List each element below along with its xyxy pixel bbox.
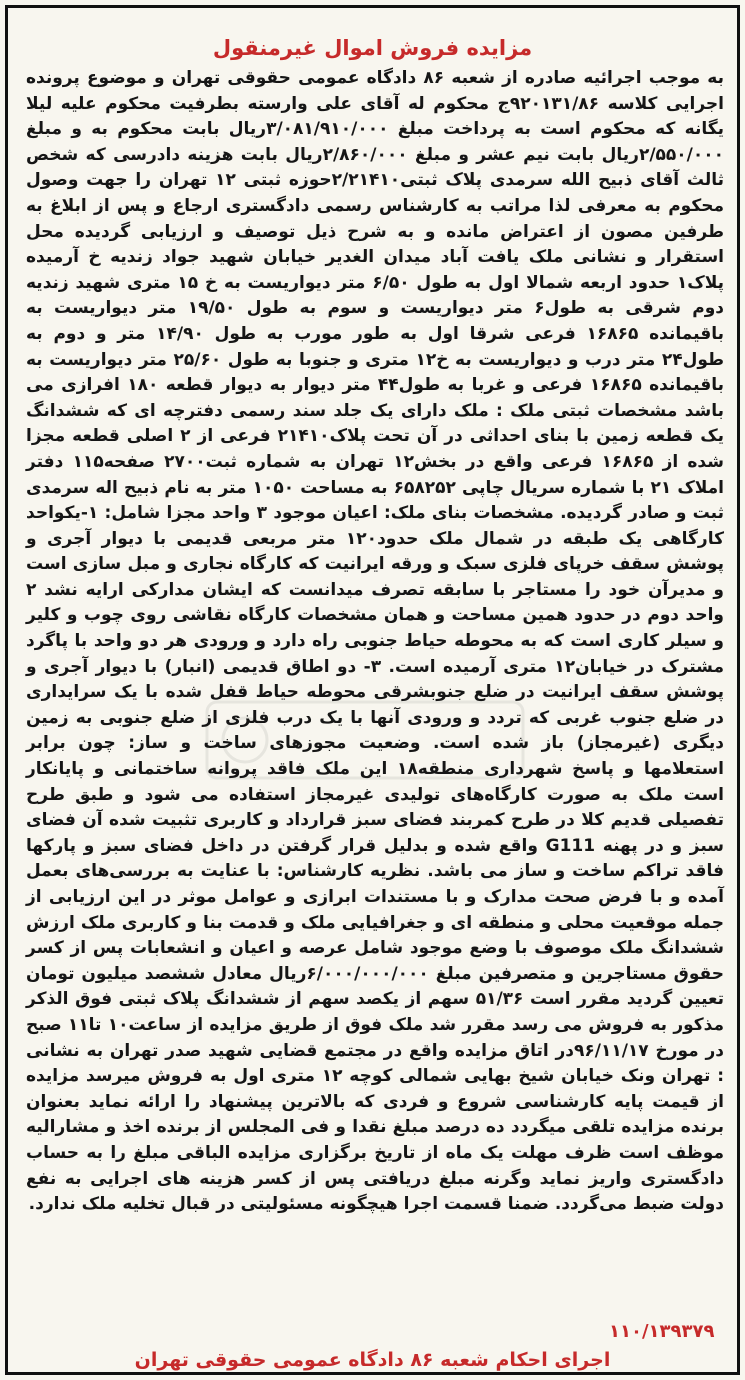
notice-body — [26, 66, 724, 1218]
notice-paragraph: به موجب اجرائیه صادره از شعبه ۸۶ دادگاه عمومی حقوقی تهران و موضوع پرونده اجرایی کلاسه ۹۲۰۱۳۱/۸۶ج محکوم له آقای علی وارسته بطرفیت محکوم علیه لیلا یگانه که محکوم است به پرداخت مبلغ ۳/۰۸۱/۹۱۰/۰۰۰ریال بابت محکوم به و مبلغ ۲/۵۵۰/۰۰۰ریال بابت نیم عشر و مبلغ ۲/۸۶۰/۰۰۰ریال بابت هزینه دادرسی که شخص ثالث آقای ذبیح الله سرمدی پلاک ثبتی۲/۲۱۴۱۰حوزه ثبتی ۱۲ تهران را جهت وصول محکوم به معرفی لذا مراتب به کارشناس رسمی دادگستری ارجاع و پس از ابلاغ به طرفین مصون از اعتراض مانده و به شرح ذیل توصیف و ارزیابی گردیده محل استقرار و نشانی ملک یافت آباد میدان الغدیر خیابان شهید جواد زندیه خ آرمیده پلاک۱ حدود اربعه شمالا اول به طول ۶/۵۰ متر دیواریست به خ ۱۵ متری شهید زندیه دوم شرقی به طول۶ متر دیواریست و سوم به طول ۱۹/۵۰ متر دیواریست به باقیمانده ۱۶۸۶۵ فرعی شرقا اول به طور مورب به طول ۱۴/۹۰ متر و دوم به طول۲۴ متر درب و دیواریست به خ۱۲ متری و جنوبا به طول ۲۵/۶۰ متر دیواریست به باقیمانده ۱۶۸۶۵ فرعی و غربا به طول۴۴ متر دیوار به دیوار قطعه ۱۸۰ افرازی می باشد مشخصات ثبتی ملک : ملک دارای یک جلد سند رسمی دفترچه ای که ششدانگ یک قطعه زمین با بنای احداثی در آن تحت پلاک۲۱۴۱۰ فرعی از ۲ اصلی قطعه مجزا شده از ۱۶۸۶۵ فرعی واقع در بخش۱۲ تهران به شماره ثبت۲۷۰۰ صفحه۱۱۵ دفتر املاک ۲۱ با شماره سریال چاپی ۶۵۸۲۵۲ به مساحت ۱۰۵۰ متر به نام ذبیح اله سرمدی ثبت و صادر گردیده. مشخصات بنای ملک: اعیان موجود ۳ واحد مجزا شامل: ۱-یکواحد کارگاهی یک طبقه در شمال ملک حدود۱۲۰ متر مربعی قدیمی با دیوار آجری و پوشش سقف خرپای فلزی سبک و ورقه ایرانیت که کارگاه نجاری و مبل سازی است و مدیرآن خود را مستاجر با سابقه تصرف میدانست که ایشان مدارکی ارایه نشد ۲ واحد دوم در حدود همین مساحت و همان مشخصات کارگاه نقاشی روی چوب و کلیر و سیلر کاری است که به محوطه حیاط جنوبی راه دارد و ورودی هر دو واحد با پاگرد مشترک در خیابان۱۲ متری آرمیده است. ۳- دو اطاق قدیمی (انبار) با دیوار آجری و پوشش سقف ایرانیت در ضلع جنوبشرقی محوطه حیاط قفل شده با یک سرایداری در ضلع جنوب غربی که تردد و ورودی آنها با یک درب فلزی از ضلع جنوبی به زمین دیگری (غیرمجاز) باز شده است. وضعیت مجوزهای ساخت و ساز: چون برابر استعلامها و پاسخ شهرداری منطقه۱۸ این ملک فاقد پروانه ساختمانی و پایانکار است ملک به صورت کارگاه‌های تولیدی غیرمجاز استفاده می شود و طبق طرح تفصیلی قدیم کلا در طرح کمربند فضای سبز قرارداد و کاربری تثبیت شده آن فضای سبز و در پهنه G111 واقع شده و بدلیل قرار گرفتن در داخل فضای سبز و پارکها فاقد تراکم ساخت و ساز می باشد. نظریه کارشناس: با عنایت به بررسی‌های بعمل آمده و با فرض صحت مدارک و با مستندات ابرازی و عوامل موثر در این ارزیابی از جمله موقعیت محلی و منطقه ای و جغرافیایی ملک و قدمت بنا و کاربری ملک ارزش ششدانگ ملک موصوف با وضع موجود شامل عرصه و اعیان و انشعابات پس از کسر حقوق مستاجرین و متصرفین مبلغ ۶/۰۰۰/۰۰۰/۰۰۰ریال معادل ششصد میلیون تومان تعیین گردید مقرر است ۵۱/۳۶ سهم از یکصد سهم از ششدانگ پلاک ثبتی فوق الذکر مذکور به فروش می رسد مقرر شد ملک فوق از طریق مزایده از ساعت۱۰ تا۱۱ صبح در مورخ ۹۶/۱۱/۱۷در اتاق مزایده واقع در مجتمع قضایی شهید صدر تهران به نشانی : تهران ونک خیابان شیخ بهایی شمالی کوچه ۱۲ متری اول به فروش میرسد مزایده از قیمت پایه کارشناسی شروع و فردی که بالاترین پیشنهاد را ارائه نماید بعنوان برنده مزایده تلقی میگردد ده درصد مبلغ نقدا و فی المجلس از برنده اخذ و مشارالیه موظف است ظرف مهلت یک ماه از تاریخ برگزاری مزایده الباقی مبلغ را به حساب دادگستری واریز نماید وگرنه مبلغ دریافتی پس از کسر هزینه های اجرایی به نفع دولت ضبط می‌گردد. ضمنا قسمت اجرا هیچگونه مسئولیتی در قبال تخلیه ملک ندارد. — [26, 68, 725, 1215]
reference-number: ۱۱۰/۱۳۹۳۷۹ — [609, 1321, 715, 1342]
notice-title: مزایده فروش اموال غیرمنقول — [212, 36, 533, 60]
issuer-signature: اجرای احکام شعبه ۸۶ دادگاه عمومی حقوقی تهران — [134, 1349, 611, 1371]
